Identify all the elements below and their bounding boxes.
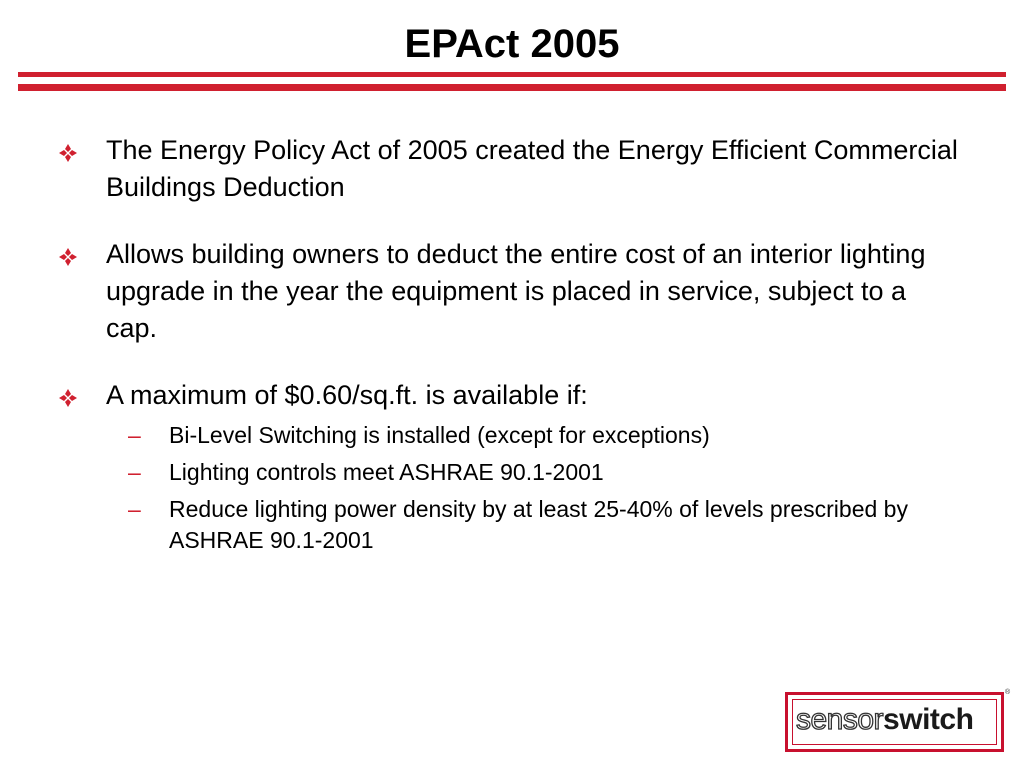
slide-title: EPAct 2005 [404,22,620,66]
bullet-item [58,132,958,206]
diamond-bullet-icon [58,247,78,267]
bullet-item [58,236,958,347]
sub-bullet-text: Bi-Level Switching is installed (except for exceptions) [169,422,710,448]
logo-word-switch: switch [883,703,974,736]
sub-bullet-list [106,420,958,556]
dash-marker: – [128,459,141,485]
title-rule-thin [18,72,1006,77]
sensorswitch-logo [785,692,1004,752]
bullet-item [58,377,958,556]
sub-bullet-text: Reduce lighting power density by at least 25-40% of levels prescribed by ASHRAE 90.1-2001 [169,496,908,553]
dash-marker: – [128,422,141,448]
sub-bullet-text: Lighting controls meet ASHRAE 90.1-2001 [169,459,604,485]
bullet-text: The Energy Policy Act of 2005 created the Energy Efficient Commercial Buildings Deduction [106,135,958,202]
sub-bullet-item [106,420,958,451]
bullet-text: Allows building owners to deduct the entire cost of an interior lighting upgrade in the year the equipment is placed in service, subject to a cap. [106,239,926,343]
sub-bullet-item [106,494,958,556]
logo-wordmark [796,704,973,736]
dash-marker: – [128,496,141,522]
diamond-bullet-icon [58,388,78,408]
sub-bullet-item [106,457,958,488]
bullet-text: A maximum of $0.60/sq.ft. is available if: [106,380,588,410]
registered-mark: ® [1005,689,1011,696]
logo-word-sensor: sensor [796,703,884,736]
title-rule-thick [18,84,1006,91]
diamond-bullet-icon [58,143,78,163]
bullet-list [58,132,958,586]
